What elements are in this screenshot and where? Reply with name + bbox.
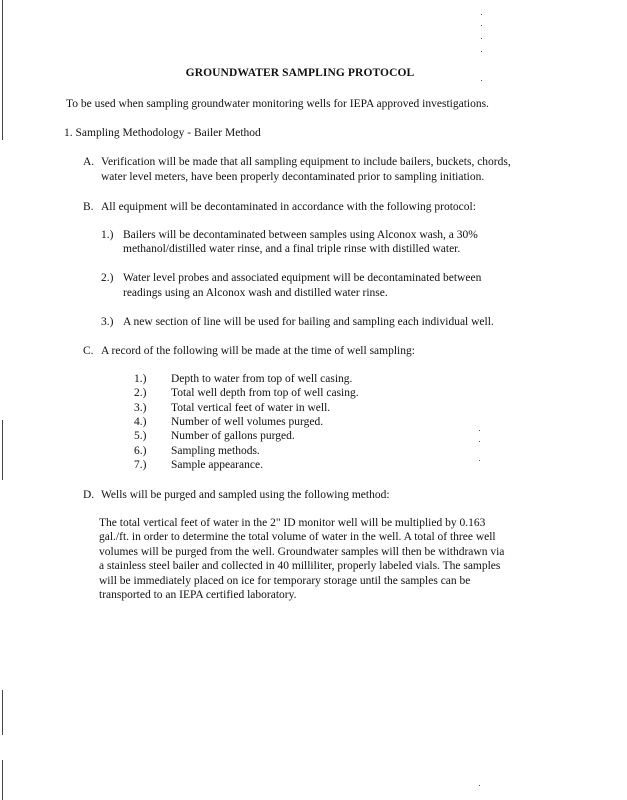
- list-item-text: Number of well volumes purged.: [171, 416, 324, 428]
- item-a-label: A.: [83, 156, 95, 168]
- list-item-number: 7.): [134, 459, 147, 471]
- method-paragraph-line: volumes will be purged from the well. Groundwater samples will then be withdrawn via: [99, 546, 505, 558]
- item-b3-number: 3.): [101, 316, 114, 328]
- list-item-number: 5.): [134, 430, 147, 442]
- list-item-text: Number of gallons purged.: [171, 430, 295, 442]
- document-title: GROUNDWATER SAMPLING PROTOCOL: [185, 67, 415, 79]
- list-item-number: 1.): [134, 373, 147, 385]
- scan-edge-line: [2, 420, 3, 480]
- list-item-text: Total well depth from top of well casing.: [171, 387, 359, 399]
- scan-edge-line: [2, 760, 3, 800]
- list-item-text: Sampling methods.: [171, 445, 260, 457]
- item-b3-line: A new section of line will be used for bailing and sampling each individual well.: [123, 316, 494, 328]
- item-b2-line: Water level probes and associated equipment will be decontaminated between: [123, 272, 482, 284]
- scan-speck: [479, 441, 480, 442]
- item-b-label: B.: [83, 201, 94, 213]
- list-item-number: 3.): [134, 402, 147, 414]
- scan-speck: [481, 80, 482, 81]
- scan-speck: [481, 25, 482, 26]
- item-d-label: D.: [83, 489, 95, 501]
- list-item-number: 6.): [134, 445, 147, 457]
- item-a-line: water level meters, have been properly decontaminated prior to sampling initiation.: [101, 171, 485, 183]
- item-c-label: C.: [83, 345, 94, 357]
- scan-speck: [481, 38, 482, 39]
- item-b1-line: Bailers will be decontaminated between samples using Alconox wash, a 30%: [123, 229, 478, 241]
- list-item-number: 4.): [134, 416, 147, 428]
- item-b-text: All equipment will be decontaminated in accordance with the following protocol:: [101, 201, 476, 213]
- method-paragraph-line: gal./ft. in order to determine the total volume of water in the well. A total of three well: [99, 531, 496, 543]
- item-d-text: Wells will be purged and sampled using the following method:: [101, 489, 390, 501]
- method-paragraph-line: transported to an IEPA certified laboratory.: [99, 589, 297, 601]
- scan-speck: [481, 51, 482, 52]
- item-a-line: Verification will be made that all sampling equipment to include bailers, buckets, chords,: [101, 156, 511, 168]
- intro-text: To be used when sampling groundwater monitoring wells for IEPA approved investigations.: [66, 98, 489, 110]
- section-heading: 1. Sampling Methodology - Bailer Method: [64, 127, 261, 139]
- item-b2-number: 2.): [101, 272, 114, 284]
- method-paragraph-line: a stainless steel bailer and collected in 40 milliliter, properly labeled vials. The samples: [99, 560, 501, 572]
- method-paragraph-line: will be immediately placed on ice for temporary storage until the samples can be: [99, 575, 471, 587]
- item-b2-line: readings using an Alconox wash and distilled water rinse.: [123, 287, 388, 299]
- item-b1-line: methanol/distilled water rinse, and a final triple rinse with distilled water.: [123, 243, 461, 255]
- item-c-text: A record of the following will be made at the time of well sampling:: [101, 345, 415, 357]
- item-b1-number: 1.): [101, 229, 114, 241]
- list-item-text: Depth to water from top of well casing.: [171, 373, 353, 385]
- list-item-text: Total vertical feet of water in well.: [171, 402, 331, 414]
- scan-speck: [479, 785, 480, 786]
- scan-speck: [481, 14, 482, 15]
- scan-speck: [479, 430, 480, 431]
- scan-speck: [479, 460, 480, 461]
- list-item-text: Sample appearance.: [171, 459, 263, 471]
- method-paragraph-line: The total vertical feet of water in the 2" ID monitor well will be multiplied by 0.163: [99, 517, 486, 529]
- scan-edge-line: [2, 690, 3, 735]
- list-item-number: 2.): [134, 387, 147, 399]
